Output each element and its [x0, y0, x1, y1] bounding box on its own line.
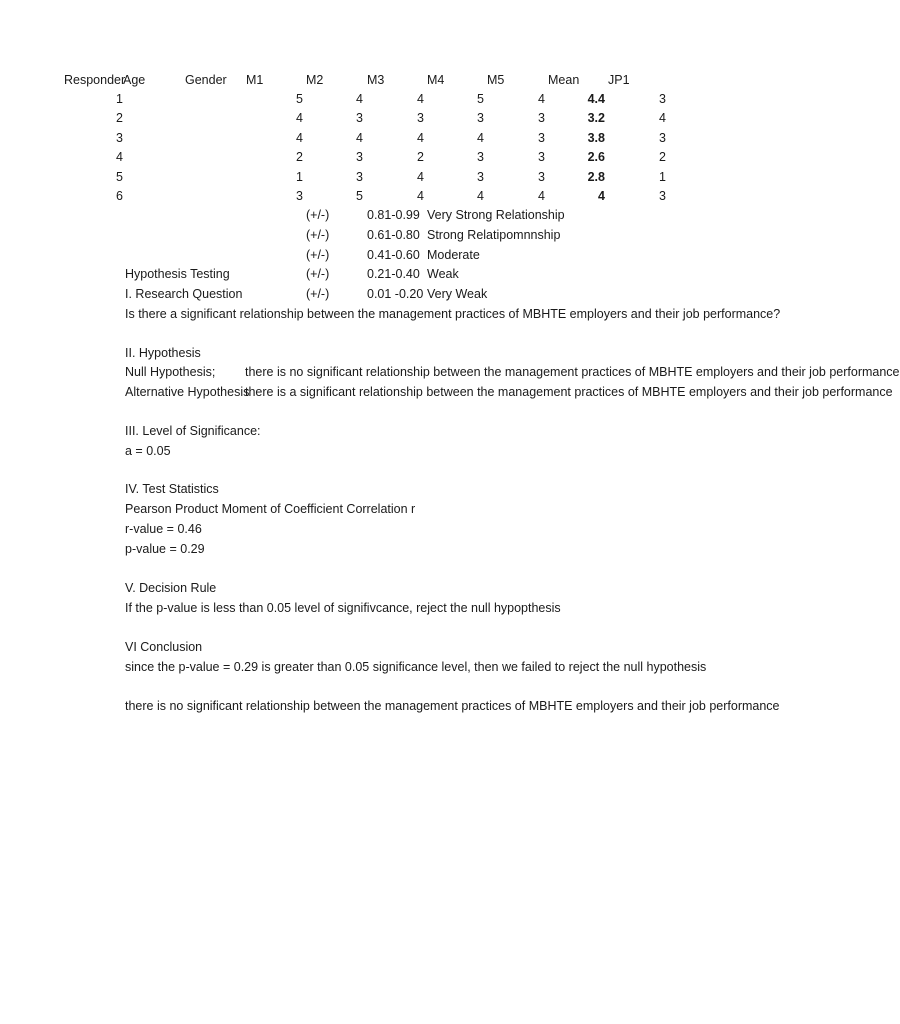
cell-jp1[interactable]: 2	[659, 150, 666, 164]
cell-jp1[interactable]: 3	[659, 131, 666, 145]
header-jp1[interactable]: JP1	[608, 73, 630, 87]
cell-jp1[interactable]: 3	[659, 189, 666, 203]
header-gender[interactable]: Gender	[185, 73, 227, 87]
header-mean[interactable]: Mean	[548, 73, 580, 87]
cell-mean[interactable]: 3.8	[587, 131, 605, 145]
cell-m3[interactable]: 4	[356, 131, 363, 145]
r-value[interactable]: r-value = 0.46	[125, 522, 202, 536]
scale-sign[interactable]: (+/-)	[306, 287, 330, 301]
cell-m4[interactable]: 4	[417, 92, 424, 106]
cell-m2[interactable]: 4	[296, 111, 303, 125]
header-m1[interactable]: M1	[246, 73, 264, 87]
cell-m5[interactable]: 4	[477, 131, 484, 145]
scale-sign[interactable]: (+/-)	[306, 228, 330, 242]
cell-m5[interactable]: 3	[477, 170, 484, 184]
scale-sign[interactable]: (+/-)	[306, 208, 330, 222]
cell-m3[interactable]: 3	[356, 170, 363, 184]
cell-responder[interactable]: 2	[116, 111, 123, 125]
cell-m4[interactable]: 4	[417, 131, 424, 145]
header-age[interactable]: Age	[123, 73, 146, 87]
cell-m5[interactable]: 3	[477, 150, 484, 164]
cell-m4[interactable]: 4	[417, 189, 424, 203]
cell-m5[interactable]: 5	[477, 92, 484, 106]
cell-m6[interactable]: 3	[538, 131, 545, 145]
cell-jp1[interactable]: 4	[659, 111, 666, 125]
cell-m3[interactable]: 3	[356, 111, 363, 125]
significance-heading[interactable]: III. Level of Significance:	[125, 424, 261, 438]
cell-mean[interactable]: 3.2	[587, 111, 605, 125]
cell-m6[interactable]: 4	[538, 92, 545, 106]
cell-m5[interactable]: 3	[477, 111, 484, 125]
scale-range[interactable]: 0.21-0.40	[367, 267, 420, 281]
alpha-value[interactable]: a = 0.05	[125, 444, 171, 458]
cell-mean[interactable]: 4	[598, 189, 605, 203]
cell-responder[interactable]: 3	[116, 131, 123, 145]
cell-m3[interactable]: 3	[356, 150, 363, 164]
scale-label[interactable]: Very Strong Relationship	[427, 208, 565, 222]
cell-mean[interactable]: 2.6	[587, 150, 605, 164]
hypothesis-testing-heading[interactable]: Hypothesis Testing	[125, 267, 230, 281]
header-responder[interactable]: Responder	[64, 73, 126, 87]
test-statistics-heading[interactable]: IV. Test Statistics	[125, 482, 219, 496]
cell-m6[interactable]: 3	[538, 170, 545, 184]
cell-m4[interactable]: 2	[417, 150, 424, 164]
scale-label[interactable]: Strong Relatipomnnship	[427, 228, 561, 242]
cell-m2[interactable]: 2	[296, 150, 303, 164]
alternative-hypothesis-label[interactable]: Alternative Hypothesis	[125, 385, 250, 399]
cell-m6[interactable]: 4	[538, 189, 545, 203]
cell-responder[interactable]: 6	[116, 189, 123, 203]
cell-jp1[interactable]: 1	[659, 170, 666, 184]
cell-mean[interactable]: 4.4	[587, 92, 605, 106]
final-statement[interactable]: there is no significant relationship between the management practices of MBHTE employers and their job performance	[125, 699, 780, 713]
header-m3[interactable]: M3	[367, 73, 385, 87]
cell-m2[interactable]: 4	[296, 131, 303, 145]
decision-rule-text[interactable]: If the p-value is less than 0.05 level of signifivcance, reject the null hypopthesis	[125, 601, 561, 615]
cell-m5[interactable]: 4	[477, 189, 484, 203]
cell-m3[interactable]: 4	[356, 92, 363, 106]
scale-label[interactable]: Moderate	[427, 248, 480, 262]
cell-m3[interactable]: 5	[356, 189, 363, 203]
cell-m6[interactable]: 3	[538, 150, 545, 164]
cell-m2[interactable]: 1	[296, 170, 303, 184]
test-name[interactable]: Pearson Product Moment of Coefficient Correlation r	[125, 502, 416, 516]
cell-responder[interactable]: 4	[116, 150, 123, 164]
header-m4[interactable]: M4	[427, 73, 445, 87]
cell-m2[interactable]: 5	[296, 92, 303, 106]
null-hypothesis-label[interactable]: Null Hypothesis;	[125, 365, 216, 379]
cell-m4[interactable]: 3	[417, 111, 424, 125]
alternative-hypothesis-text[interactable]: there is a significant relationship between the management practices of MBHTE employers and their job performance	[245, 385, 893, 399]
null-hypothesis-text[interactable]: there is no significant relationship between the management practices of MBHTE employers and their job performance	[245, 365, 900, 379]
scale-label[interactable]: Very Weak	[427, 287, 488, 301]
scale-range[interactable]: 0.81-0.99	[367, 208, 420, 222]
conclusion-text[interactable]: since the p-value = 0.29 is greater than 0.05 significance level, then we failed to reject the null hypothesis	[125, 660, 707, 674]
conclusion-heading[interactable]: VI Conclusion	[125, 640, 203, 654]
header-m2[interactable]: M2	[306, 73, 324, 87]
cell-m6[interactable]: 3	[538, 111, 545, 125]
header-m5[interactable]: M5	[487, 73, 505, 87]
cell-responder[interactable]: 1	[116, 92, 123, 106]
cell-m2[interactable]: 3	[296, 189, 303, 203]
scale-label[interactable]: Weak	[427, 267, 459, 281]
hypothesis-heading[interactable]: II. Hypothesis	[125, 346, 201, 360]
scale-range[interactable]: 0.01 -0.20	[367, 287, 424, 301]
research-question-heading[interactable]: I. Research Question	[125, 287, 243, 301]
scale-range[interactable]: 0.61-0.80	[367, 228, 420, 242]
cell-mean[interactable]: 2.8	[587, 170, 605, 184]
cell-m4[interactable]: 4	[417, 170, 424, 184]
decision-rule-heading[interactable]: V. Decision Rule	[125, 581, 217, 595]
p-value[interactable]: p-value = 0.29	[125, 542, 205, 556]
cell-responder[interactable]: 5	[116, 170, 123, 184]
cell-jp1[interactable]: 3	[659, 92, 666, 106]
scale-sign[interactable]: (+/-)	[306, 267, 330, 281]
research-question-text[interactable]: Is there a significant relationship between the management practices of MBHTE employers and their job performance?	[125, 307, 781, 321]
scale-range[interactable]: 0.41-0.60	[367, 248, 420, 262]
scale-sign[interactable]: (+/-)	[306, 248, 330, 262]
